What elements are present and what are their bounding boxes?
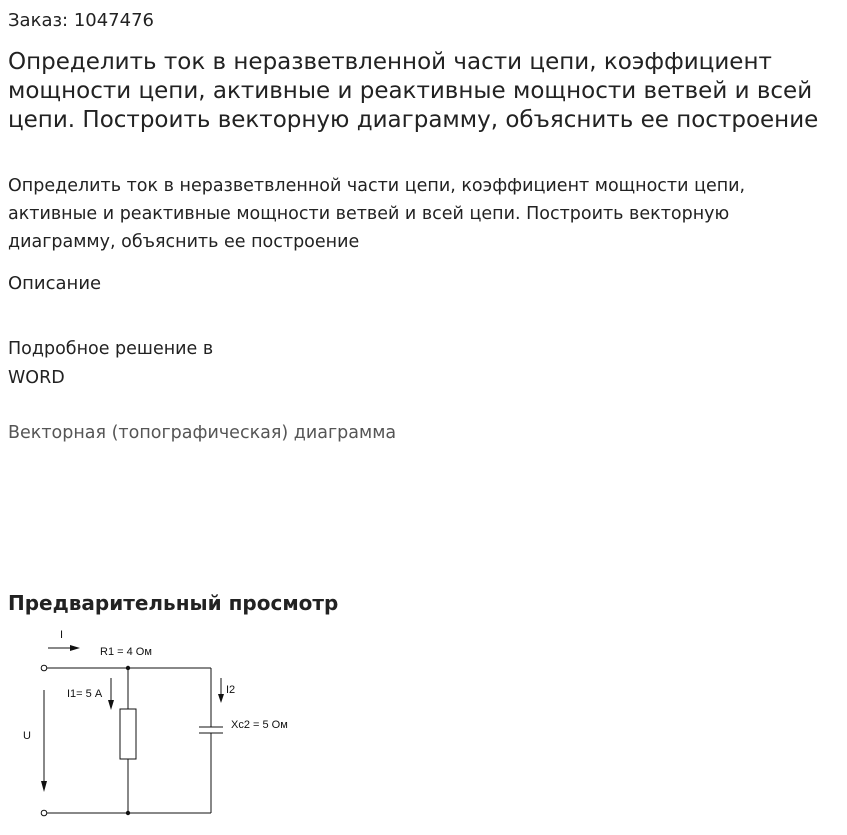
junction-top	[126, 666, 130, 670]
solution-format-line: Подробное решение в	[8, 339, 214, 359]
voltage-u-arrowhead	[41, 781, 47, 792]
label-i: I	[60, 629, 64, 641]
description-heading: Описание	[8, 273, 102, 294]
terminal-top	[41, 665, 47, 671]
circuit-preview-image	[0, 620, 320, 835]
vector-diagram-text: Векторная (топографическая) диаграмма	[8, 423, 397, 443]
current-i1-arrowhead	[108, 700, 114, 710]
solution-format-word: WORD	[8, 368, 65, 388]
page-title: Определить ток в неразветвленной части цепи, коэффициент мощности цепи, активные и реактивные мощности ветвей и всей цепи. Построить векторную диаграмму, объяснить ее построение	[8, 49, 819, 133]
resistor-r1	[120, 709, 136, 759]
order-number: Заказ: 1047476	[8, 10, 154, 31]
solution-format-text	[8, 335, 258, 393]
junction-bottom	[126, 811, 130, 815]
terminal-bottom	[41, 810, 47, 816]
label-r1: R1 = 4 Ом	[100, 646, 152, 658]
label-i2: I2	[226, 684, 236, 696]
current-i-arrowhead	[70, 645, 80, 651]
current-i2-arrowhead	[218, 694, 224, 703]
preview-heading: Предварительный просмотр	[8, 591, 339, 615]
label-xc2: Xc2 = 5 Ом	[231, 719, 288, 731]
label-i1: I1= 5 А	[67, 688, 103, 700]
label-u: U	[23, 730, 31, 742]
task-description: Определить ток в неразветвленной части цепи, коэффициент мощности цепи, активные и реактивные мощности ветвей и всей цепи. Построить векторную диаграмму, объяснить ее построение	[8, 176, 746, 252]
